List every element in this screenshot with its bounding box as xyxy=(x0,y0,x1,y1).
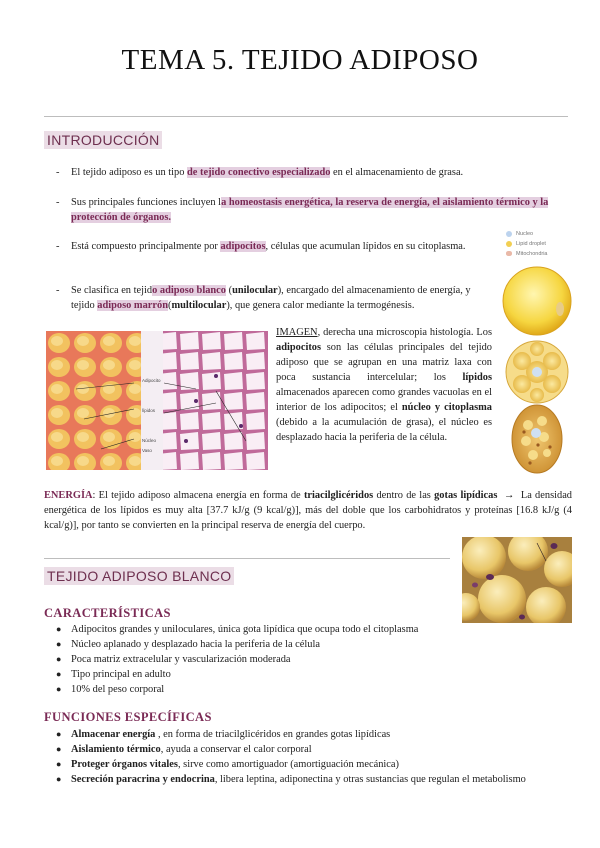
funcion-item: ● Almacenar energía , en forma de triacilglicéridos en grandes gotas lipídicas xyxy=(56,729,391,740)
unilocular-adipocyte-icon xyxy=(503,267,571,335)
bullet-icon: ● xyxy=(56,684,62,694)
bullet-icon: ● xyxy=(56,654,62,664)
bullet-icon: ● xyxy=(56,624,62,634)
bullet-icon: ● xyxy=(56,729,62,739)
funcion-item: ● Secreción paracrina y endocrina, libera leptina, adiponectina y otras sustancias que regulan el metabolismo xyxy=(56,774,526,785)
arrow-right-icon: → xyxy=(503,490,515,501)
energia-paragraph: ENERGÍA: El tejido adiposo almacena energía en forma de triacilglicéridos dentro de las gotas lipídicas → La densidad energética de los lípidos es muy alta [37.7 kJ/g (9 kcal/g)], más del doble que los carbohidratos y proteínas [16.8 kJ/g (4 kcal/g)], por tanto se convierten en la principal reserva de energía del cuerpo. xyxy=(44,490,572,531)
caracteristica-item: ● Poca matriz extracelular y vascularización moderada xyxy=(56,654,291,665)
funcion-item: ● Aislamiento térmico, ayuda a conservar el calor corporal xyxy=(56,744,312,755)
dash-marker: - xyxy=(56,167,60,178)
bullet-icon: ● xyxy=(56,759,62,769)
droplet-legend-icon xyxy=(506,241,512,247)
dash-marker: - xyxy=(56,285,60,296)
micro-label-adipocito: Adipocito xyxy=(142,378,161,383)
adipose-micrograph xyxy=(462,537,572,623)
bullet-icon: ● xyxy=(56,669,62,679)
section-heading-introduccion: INTRODUCCIÓN xyxy=(44,131,162,149)
caracteristica-item: ● Núcleo aplanado y desplazado hacia la periferia de la célula xyxy=(56,639,320,650)
micro-label-nucleo: Núcleo xyxy=(142,438,157,443)
adipocyte-illustrations xyxy=(500,265,574,475)
legend-nucleus: Nucleo xyxy=(516,231,534,237)
paucilocular-adipocyte-icon xyxy=(506,341,568,403)
bullet-icon: ● xyxy=(56,639,62,649)
histology-drawing xyxy=(46,331,268,470)
funciones-heading: FUNCIONES ESPECÍFICAS xyxy=(44,710,212,724)
section-divider xyxy=(44,558,450,559)
image-caption: IMAGEN, derecha una microscopia histología. Los adipocitos son las células principales del tejido adiposo que se agrupan en una matriz laxa con poca sustancia intercelular; los lípidos almacenados aparecen como grandes vacuolas en el interior de los adipocitos; el núcleo y citoplasma (debido a la acumulación de grasa), el núcleo es desplazado hacia la periferia de la célula. xyxy=(276,327,492,443)
intro-bullet-4: - Se clasifica en tejido adiposo blanco (unilocular), encargado del almacenamiento de energía, y tejido adiposo marrón(multilocular), que genera calor mediante la termogénesis. xyxy=(56,285,471,311)
bullet-icon: ● xyxy=(56,774,62,784)
micro-label-lipidos: lípidos xyxy=(142,408,156,413)
micro-label-vaso: Vaso xyxy=(142,448,152,453)
title-divider xyxy=(44,116,568,117)
caracteristicas-heading: CARACTERÍSTICAS xyxy=(44,606,171,620)
bullet-icon: ● xyxy=(56,744,62,754)
caracteristica-item: ● Tipo principal en adulto xyxy=(56,669,171,680)
dash-marker: - xyxy=(56,197,60,208)
intro-bullet-1: - El tejido adiposo es un tipo de tejido conectivo especializado en el almacenamiento de grasa. xyxy=(56,167,464,178)
page-title: TEMA 5. TEJIDO ADIPOSO xyxy=(121,44,479,76)
mitochondria-legend-icon xyxy=(506,251,512,256)
intro-bullet-3: - Está compuesto principalmente por adipocitos, células que acumulan lípidos en su citoplasma. xyxy=(56,241,466,252)
cell-legend xyxy=(504,229,574,265)
legend-mito: Mitochondria xyxy=(516,251,548,257)
intro-bullet-2: - Sus principales funciones incluyen la homeostasis energética, la reserva de energía, el aislamiento térmico y la protección de órganos. xyxy=(56,197,549,223)
multilocular-adipocyte-icon xyxy=(512,405,562,473)
legend-droplet: Lipid droplet xyxy=(516,241,546,247)
funcion-item: ● Proteger órganos vitales, sirve como amortiguador (amortiguación mecánica) xyxy=(56,759,399,770)
histology-image xyxy=(46,331,268,470)
dash-marker: - xyxy=(56,241,60,252)
caracteristica-item: ● 10% del peso corporal xyxy=(56,684,165,695)
section-heading-blanco: TEJIDO ADIPOSO BLANCO xyxy=(44,567,234,585)
nucleus-legend-icon xyxy=(506,231,512,237)
caracteristica-item: ● Adipocitos grandes y uniloculares, única gota lipídica que ocupa todo el citoplasma xyxy=(56,624,419,635)
